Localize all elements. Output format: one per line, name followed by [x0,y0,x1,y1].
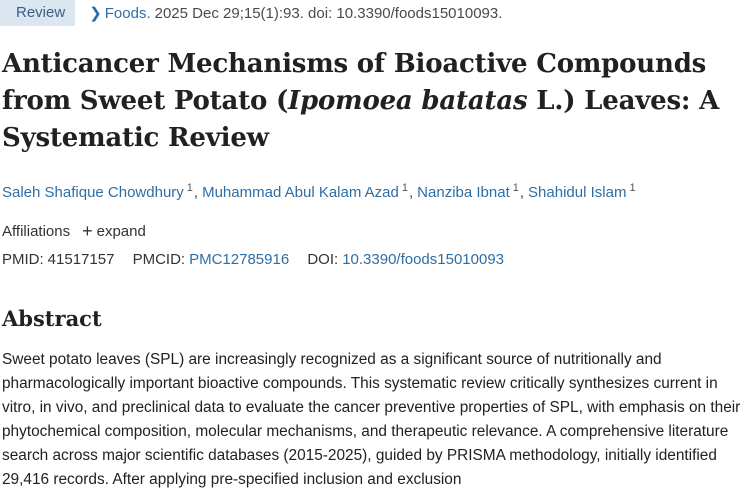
plus-icon[interactable]: + [82,221,93,241]
author-list [2,182,637,201]
author-affiliation-number[interactable]: 1 [629,182,636,194]
author-link[interactable]: Muhammad Abul Kalam Azad [202,184,399,201]
author-link[interactable]: Saleh Shafique Chowdhury [2,184,184,201]
journal-link[interactable]: Foods. [104,4,151,22]
doi-link[interactable]: 10.3390/foods15010093 [342,251,505,268]
author-affiliation-number[interactable]: 1 [186,182,193,194]
author-link[interactable]: Nanziba Ibnat [417,184,510,201]
author-affiliation-number[interactable]: 1 [401,182,408,194]
author-separator: , [193,184,199,201]
affiliations-label: Affiliations [2,222,71,240]
pmid-value: 41517157 [47,251,115,268]
pmcid-label: PMCID: [132,251,186,268]
doi-label: DOI: [307,251,339,268]
author-affiliation-number[interactable]: 1 [512,182,519,194]
citation-bar [0,0,502,26]
author-separator: , [409,184,414,201]
author-separator: , [519,184,525,201]
author-link[interactable]: Shahidul Islam [528,184,627,201]
article-title [2,46,742,157]
abstract-heading: Abstract [2,306,102,331]
affiliations-row [2,222,146,240]
abstract-text: Sweet potato leaves (SPL) are increasingly recognized as a significant source of nutritionally and pharmacologically important bioactive compounds. This systematic review critically synthesizes current in vitro, in vivo, and preclinical data to evaluate the cancer preventive properties of SPL, with emphasis on their phytochemical composition, molecular mechanisms, and therapeutic relevance. A comprehensive literature search across major scientific databases (2015-2025), guided by PRISMA methodology, initially identified 29,416 records. After applying pre-specified inclusion and exclusion [2,351,741,488]
title-species-italic: Ipomoea batatas [288,86,528,116]
pmid-label: PMID: [2,251,44,268]
expand-affiliations-button[interactable]: expand [96,222,146,240]
title-part-2: L.) Leaves: A Systematic Review [2,86,720,153]
chevron-right-icon: ❯ [89,5,102,22]
article-type-badge: Review [0,0,75,26]
title-part-1: Anticancer Mechanisms of Bioactive Compounds from Sweet Potato ( [2,49,707,116]
pmcid-link[interactable]: PMC12785916 [189,251,290,268]
citation-details: 2025 Dec 29;15(1):93. doi: 10.3390/foods15010093. [154,4,503,22]
identifiers-row [2,251,518,268]
